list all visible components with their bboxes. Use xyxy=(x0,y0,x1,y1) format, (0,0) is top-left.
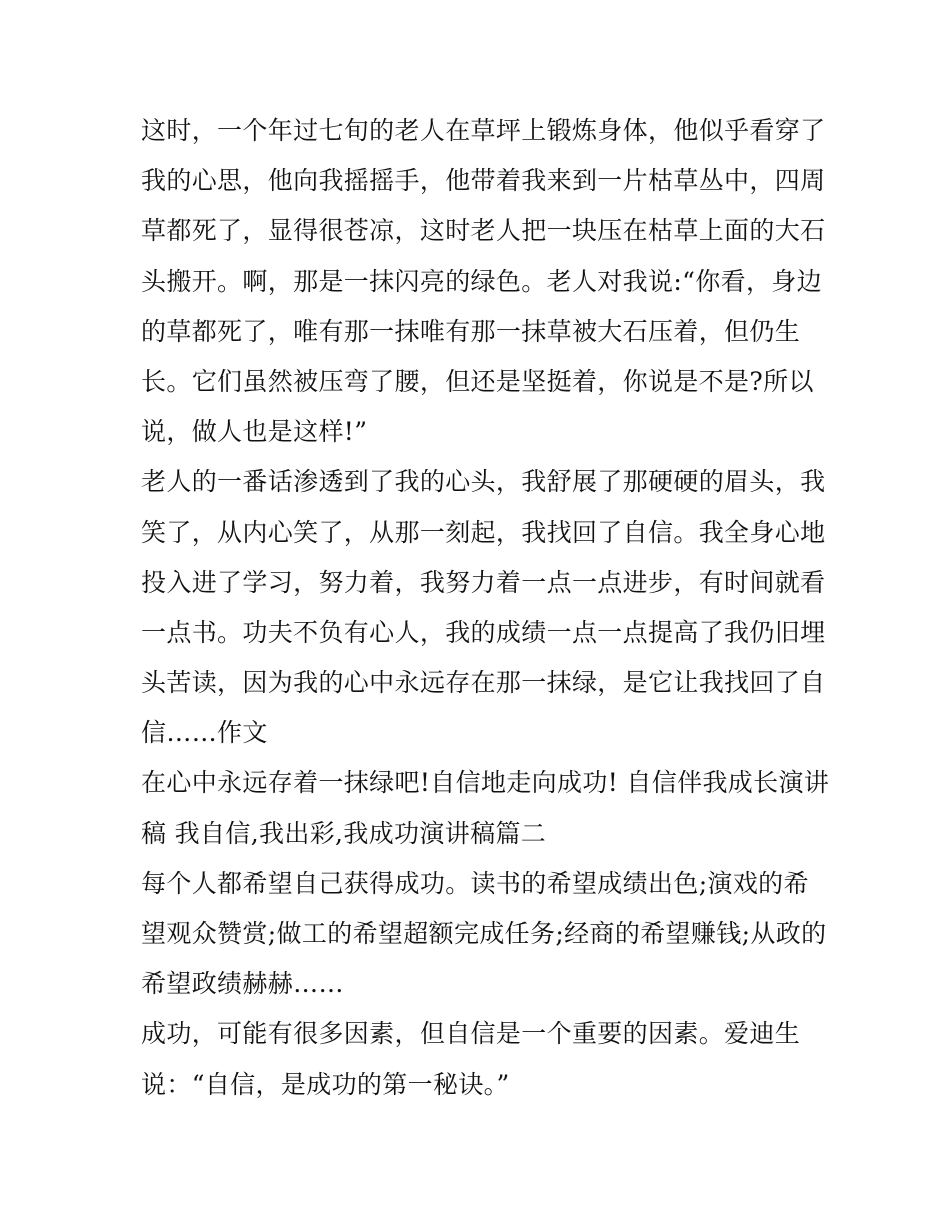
text-line: 我的心思，他向我摇摇手，他带着我来到一片枯草丛中，四周 xyxy=(141,166,826,196)
text-line: 每个人都希望自己获得成功。读书的希望成绩出色;演戏的希 xyxy=(141,868,809,898)
text-line: 成功，可能有很多因素，但自信是一个重要的因素。爱迪生 xyxy=(141,1019,801,1049)
text-line: 这时，一个年过七旬的老人在草坪上锻炼身体，他似乎看穿了 xyxy=(141,116,826,145)
text-line: 投入进了学习，努力着，我努力着一点一点进步，有时间就看 xyxy=(141,567,826,597)
text-line: 稿 我自信,我出彩,我成功演讲稿篇二 xyxy=(141,818,547,848)
text-line: 长。它们虽然被压弯了腰，但还是坚挺着，你说是不是?所以 xyxy=(141,366,814,396)
text-line: 望观众赞赏;做工的希望超额完成任务;经商的希望赚钱;从政的 xyxy=(141,919,827,948)
text-line: 在心中永远存着一抹绿吧!自信地走向成功! 自信伴我成长演讲 xyxy=(141,768,830,798)
text-line: 老人的一番话渗透到了我的心头，我舒展了那硬硬的眉头，我 xyxy=(141,467,826,497)
text-line: 头苦读，因为我的心中永远存在那一抹绿，是它让我找回了自 xyxy=(141,668,826,698)
text-line: 说，做人也是这样!” xyxy=(141,417,368,447)
text-line: 说：“自信，是成功的第一秘诀。” xyxy=(141,1069,510,1099)
text-line: 一点书。功夫不负有心人，我的成绩一点一点提高了我仍旧埋 xyxy=(141,617,826,647)
text-line: 草都死了，显得很苍凉，这时老人把一块压在枯草上面的大石 xyxy=(141,216,826,246)
text-line: 的草都死了，唯有那一抹唯有那一抹草被大石压着，但仍生 xyxy=(141,316,801,346)
text-line: 信……作文 xyxy=(141,718,268,748)
document-body xyxy=(141,106,830,1110)
text-line: 头搬开。啊，那是一抹闪亮的绿色。老人对我说:“你看，身边 xyxy=(141,266,823,296)
text-line: 笑了，从内心笑了，从那一刻起，我找回了自信。我全身心地 xyxy=(141,517,826,547)
text-line: 希望政绩赫赫…… xyxy=(141,969,344,999)
